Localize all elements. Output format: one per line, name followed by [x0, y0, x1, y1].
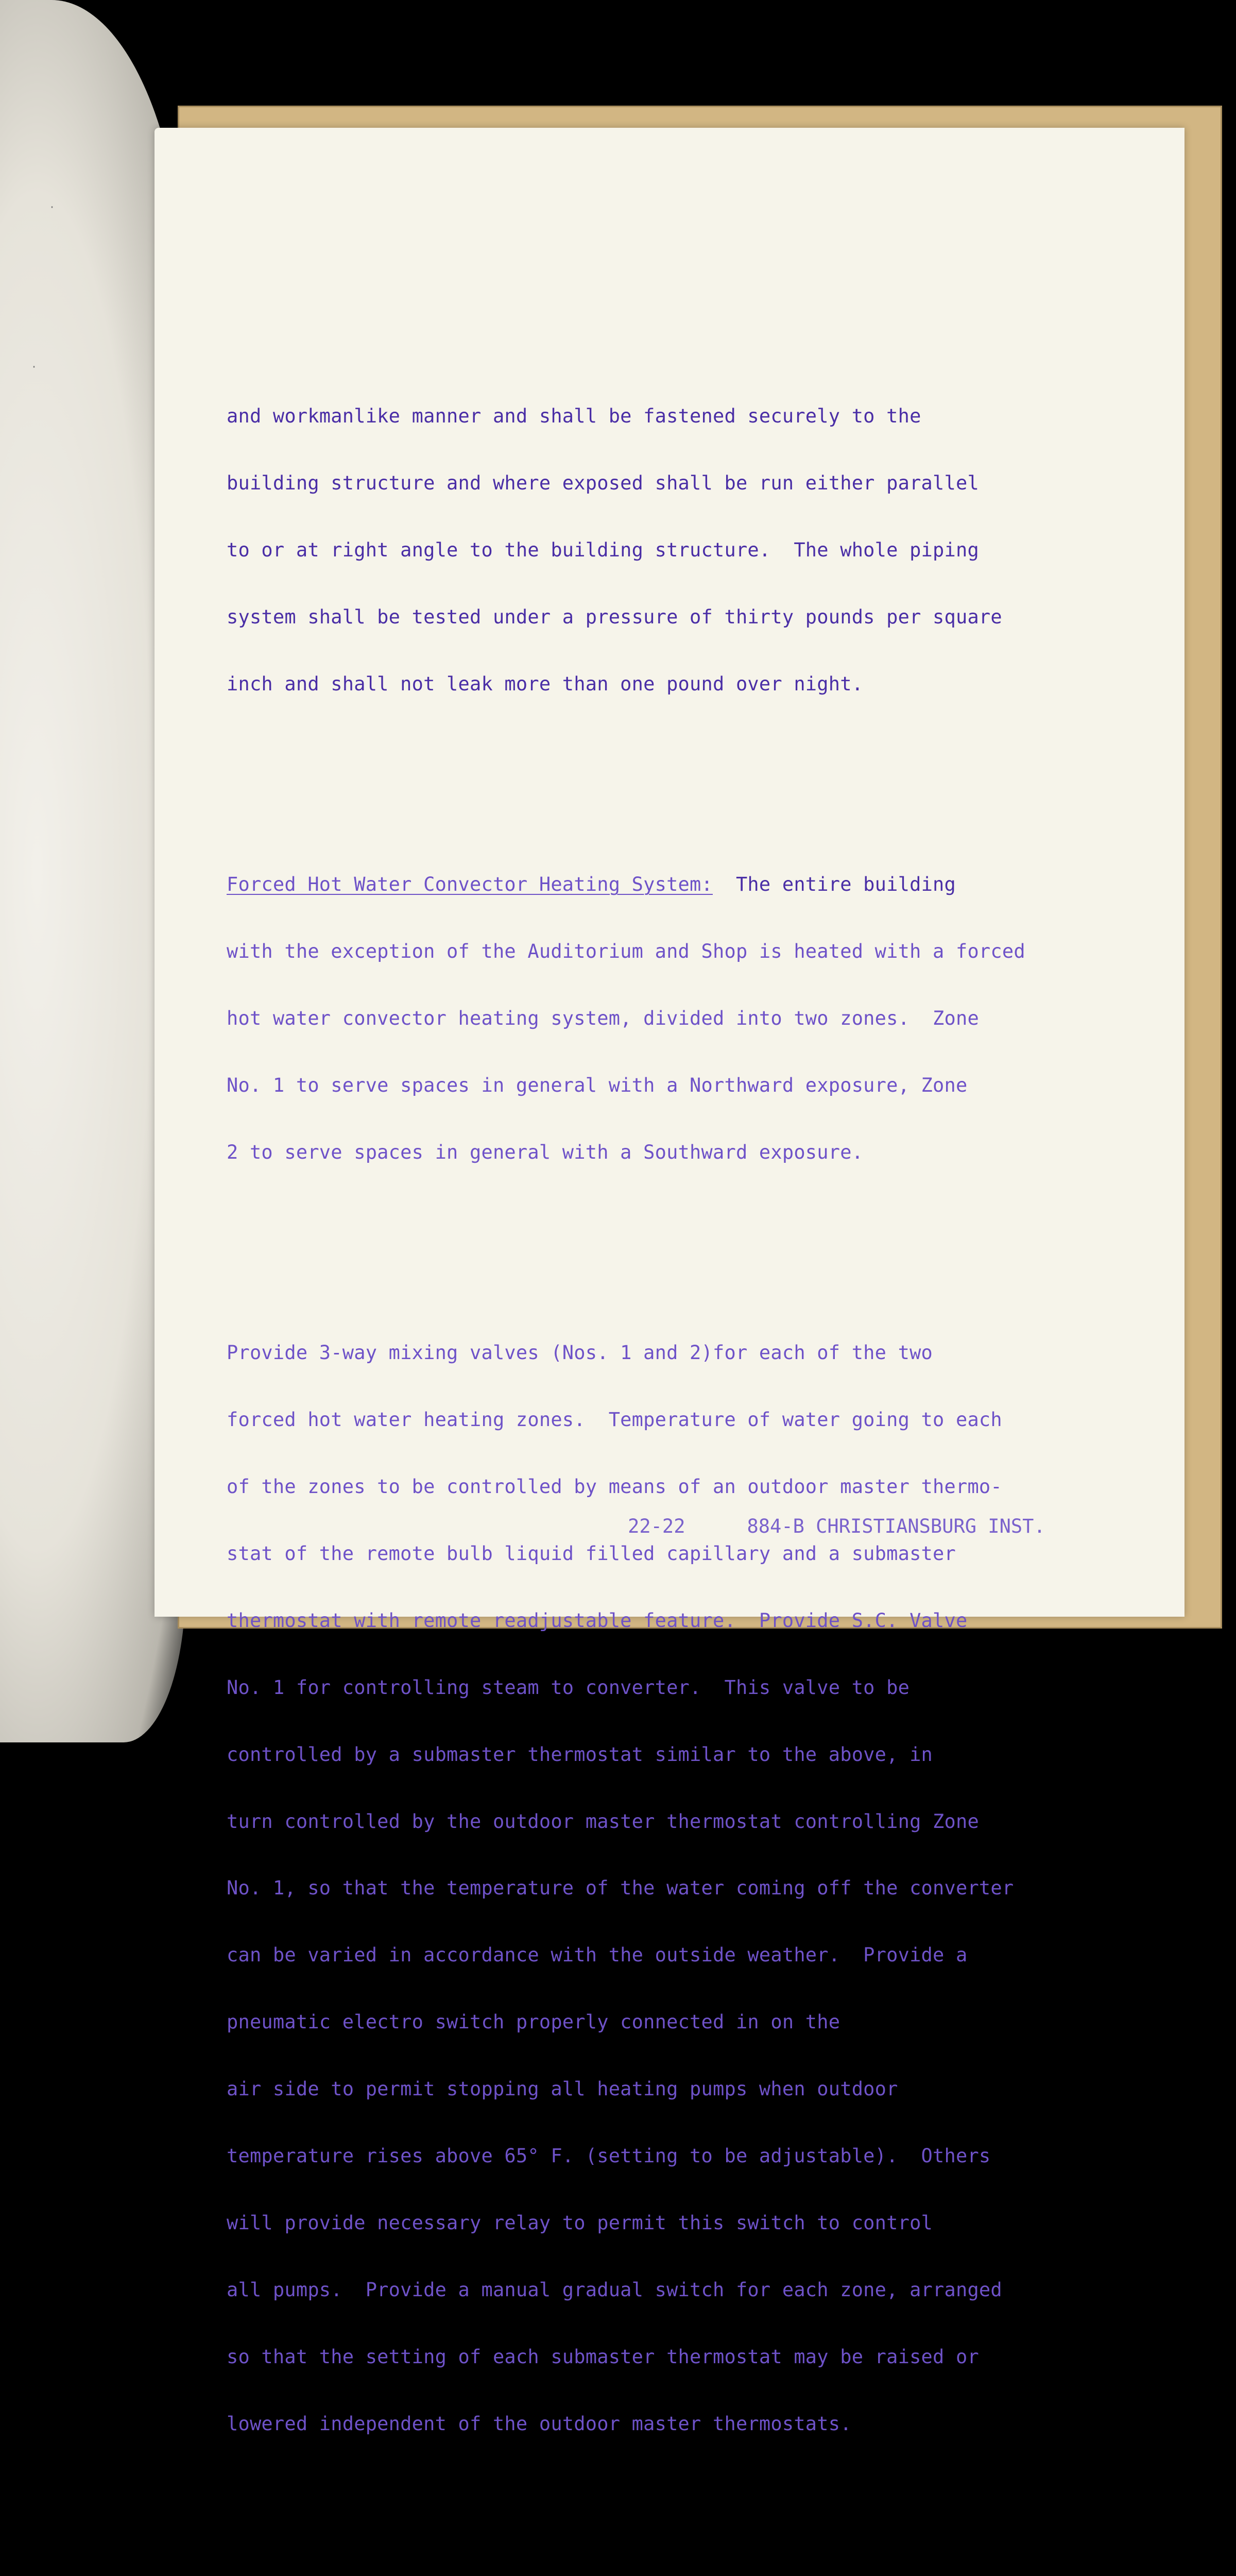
- text-line: lowered independent of the outdoor master thermostats.: [227, 2412, 852, 2435]
- text-line: with the exception of the Auditorium and Shop is heated with a forced: [227, 940, 1025, 963]
- text-line: hot water convector heating system, divided into two zones. Zone: [227, 1007, 979, 1030]
- text-line: air side to permit stopping all heating pumps when outdoor: [227, 2078, 898, 2100]
- bleed-mark: ·: [31, 361, 38, 373]
- text-line: building structure and where exposed shall be run either parallel: [227, 472, 979, 495]
- text-line: thermostat with remote readjustable feature. Provide S.C. Valve: [227, 1609, 968, 1632]
- paragraph-piping: [227, 361, 1184, 740]
- text-span: The entire building: [713, 873, 956, 896]
- text-line: 2 to serve spaces in general with a Southward exposure.: [227, 1141, 864, 1163]
- text-line: controlled by a submaster thermostat similar to the above, in: [227, 1743, 933, 1766]
- text-line: [227, 873, 1184, 895]
- paragraph-mixing-valves: [227, 1297, 1184, 2480]
- text-line: stat of the remote bulb liquid filled capillary and a submaster: [227, 1543, 956, 1565]
- section-heading: Forced Hot Water Convector Heating System:: [227, 873, 713, 896]
- page-footer: [582, 1493, 1045, 1560]
- text-line: so that the setting of each submaster thermostat may be raised or: [227, 2345, 979, 2368]
- text-line: temperature rises above 65° F. (setting to be adjustable). Others: [227, 2145, 991, 2167]
- text-line: system shall be tested under a pressure of thirty pounds per square: [227, 606, 1002, 629]
- text-line: of the zones to be controlled by means of an outdoor master thermo-: [227, 1476, 1002, 1498]
- text-line: inch and shall not leak more than one pound over night.: [227, 673, 864, 696]
- text-line: and workmanlike manner and shall be fastened securely to the: [227, 405, 921, 428]
- bleed-mark: ·: [49, 201, 56, 213]
- body-text: [227, 294, 1184, 2576]
- text-line: will provide necessary relay to permit this switch to control: [227, 2211, 933, 2234]
- text-line: No. 1 to serve spaces in general with a Northward exposure, Zone: [227, 1074, 968, 1097]
- project-name: 884-B CHRISTIANSBURG INST.: [747, 1515, 1045, 1537]
- paragraph-room-thermostat: [227, 2568, 1184, 2576]
- text-line: all pumps. Provide a manual gradual switch for each zone, arranged: [227, 2278, 1002, 2301]
- text-line: forced hot water heating zones. Temperature of water going to each: [227, 1409, 1002, 1431]
- text-line: No. 1, so that the temperature of the water coming off the converter: [227, 1877, 1014, 1900]
- text-line: Provide 3-way mixing valves (Nos. 1 and 2)for each of the two: [227, 1342, 933, 1364]
- paragraph-heating-system: [227, 829, 1184, 1208]
- text-line: to or at right angle to the building structure. The whole piping: [227, 539, 979, 562]
- page-number: 22-22: [628, 1515, 685, 1537]
- text-line: No. 1 for controlling steam to converter. This valve to be: [227, 1676, 910, 1699]
- text-line: pneumatic electro switch properly connected in on the: [227, 2011, 840, 2033]
- text-line: can be varied in accordance with the outside weather. Provide a: [227, 1944, 968, 1967]
- text-line: turn controlled by the outdoor master thermostat controlling Zone: [227, 1810, 979, 1833]
- typed-page: [154, 128, 1184, 2435]
